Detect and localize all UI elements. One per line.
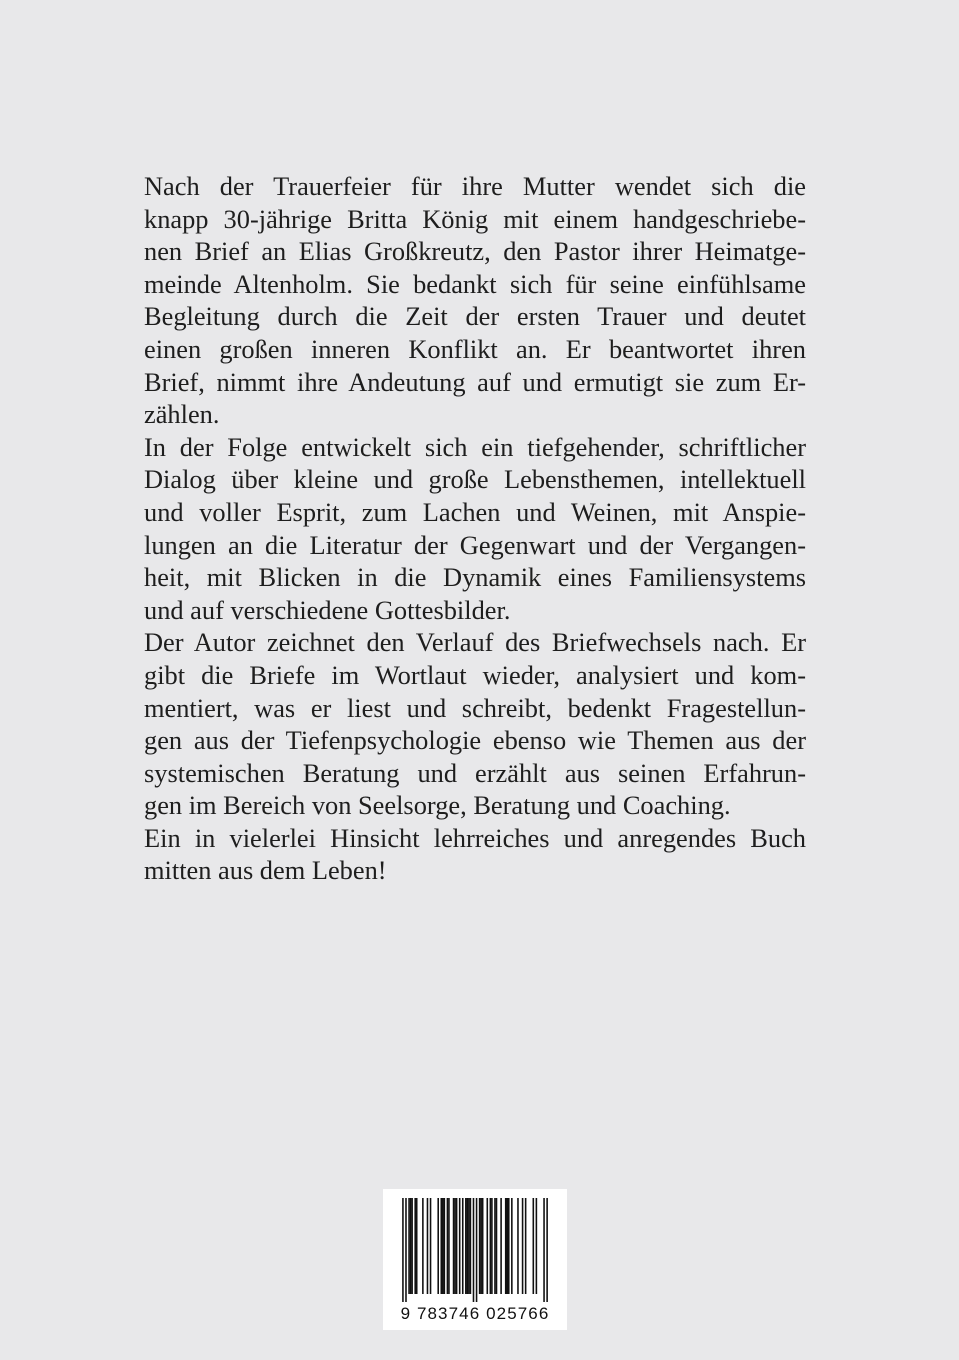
barcode-bar [506, 1198, 508, 1294]
barcode-bar [405, 1198, 407, 1302]
barcode-bar [467, 1198, 469, 1294]
barcode-bar [444, 1198, 446, 1294]
blurb-line: zählen. [144, 399, 220, 430]
barcode-bar [448, 1198, 450, 1294]
barcode-bar [456, 1198, 458, 1294]
barcode-bar [440, 1198, 442, 1294]
barcode-bar [500, 1198, 502, 1294]
barcode-bars [396, 1198, 554, 1302]
barcode-bar [494, 1198, 496, 1294]
barcode-bar [487, 1198, 489, 1294]
isbn-number: 9 783746 025766 [400, 1304, 550, 1323]
blurb-line: systemischen Beratung und erzählt aus seinen Erfahrun- [144, 757, 806, 788]
barcode-bar [465, 1198, 467, 1294]
barcode-bar [479, 1198, 481, 1294]
barcode-bar [491, 1198, 493, 1294]
blurb-line: Ein in vielerlei Hinsicht lehrreiches und anregendes Buch [144, 822, 806, 853]
barcode-bar [454, 1198, 456, 1294]
barcode-bar [414, 1198, 416, 1294]
barcode-bar [462, 1198, 464, 1294]
barcode-bar [546, 1198, 548, 1302]
barcode-bar [543, 1198, 545, 1302]
blurb-line: meinde Altenholm. Sie bedankt sich für seine einfühlsame [144, 268, 806, 299]
blurb-line: In der Folge entwickelt sich ein tiefgehender, schriftlicher [144, 431, 806, 462]
barcode-bar [522, 1198, 524, 1294]
blurb-line: und voller Esprit, zum Lachen und Weinen, mit Anspie- [144, 496, 806, 527]
barcode-bar [470, 1198, 472, 1294]
isbn-barcode [383, 1189, 567, 1330]
barcode-bar [416, 1198, 418, 1294]
barcode-bar [408, 1198, 410, 1294]
barcode-bar [422, 1198, 424, 1294]
barcode-bar [430, 1198, 432, 1294]
barcode-bar [536, 1198, 538, 1294]
blurb-line: lungen an die Literatur der Gegenwart und der Vergangen- [144, 529, 806, 560]
barcode-bar [411, 1198, 413, 1294]
blurb-line: mitten aus dem Leben! [144, 855, 387, 886]
barcode-bar [410, 1198, 412, 1294]
barcode-bar [533, 1198, 535, 1294]
barcode-bar [505, 1198, 507, 1294]
barcode-bar [480, 1198, 482, 1294]
blurb-line: Begleitung durch die Zeit der ersten Trauer und deutet [144, 301, 806, 332]
barcode-bar [437, 1198, 439, 1294]
barcode-bar [459, 1198, 461, 1294]
barcode-bar [447, 1198, 449, 1294]
blurb-line: mentiert, was er liest und schreibt, bedenkt Fragestellun- [144, 692, 806, 723]
blurb-line: Dialog über kleine und große Lebensthemen, intellektuell [144, 464, 806, 495]
back-cover-blurb [144, 170, 806, 887]
barcode-bar [482, 1198, 484, 1294]
barcode-bar [525, 1198, 527, 1294]
blurb-line: Der Autor zeichnet den Verlauf des Briefwechsels nach. Er [144, 627, 806, 658]
barcode-bar [427, 1198, 429, 1294]
barcode-bar [442, 1198, 444, 1294]
blurb-line: gen im Bereich von Seelsorge, Beratung und Coaching. [144, 790, 731, 821]
blurb-line: gen aus der Tiefenpsychologie ebenso wie Themen aus der [144, 725, 806, 756]
blurb-line: Nach der Trauerfeier für ihre Mutter wendet sich die [144, 171, 806, 201]
barcode-bar [517, 1198, 519, 1294]
barcode-bar [508, 1198, 510, 1294]
blurb-line: einen großen inneren Konflikt an. Er beantwortet ihren [144, 333, 806, 364]
blurb-line: knapp 30-jährige Britta König mit einem handgeschriebe- [144, 203, 806, 234]
blurb-line: und auf verschiedene Gottesbilder. [144, 594, 511, 625]
barcode-bar [468, 1198, 470, 1294]
barcode-bar [473, 1198, 475, 1302]
barcode-bar [511, 1198, 513, 1294]
blurb-line: gibt die Briefe im Wortlaut wieder, analysiert und kom- [144, 659, 806, 690]
barcode-bar [402, 1198, 404, 1302]
blurb-line: nen Brief an Elias Großkreutz, den Pastor ihrer Heimatge- [144, 236, 806, 267]
blurb-line: heit, mit Blicken in die Dynamik eines Familiensystems [144, 562, 806, 593]
barcode-bar [490, 1198, 492, 1294]
barcode-bar [453, 1198, 455, 1294]
barcode-bar [476, 1198, 478, 1302]
barcode-bar [496, 1198, 498, 1294]
blurb-line: Brief, nimmt ihre Andeutung auf und ermutigt sie zum Er- [144, 366, 806, 397]
